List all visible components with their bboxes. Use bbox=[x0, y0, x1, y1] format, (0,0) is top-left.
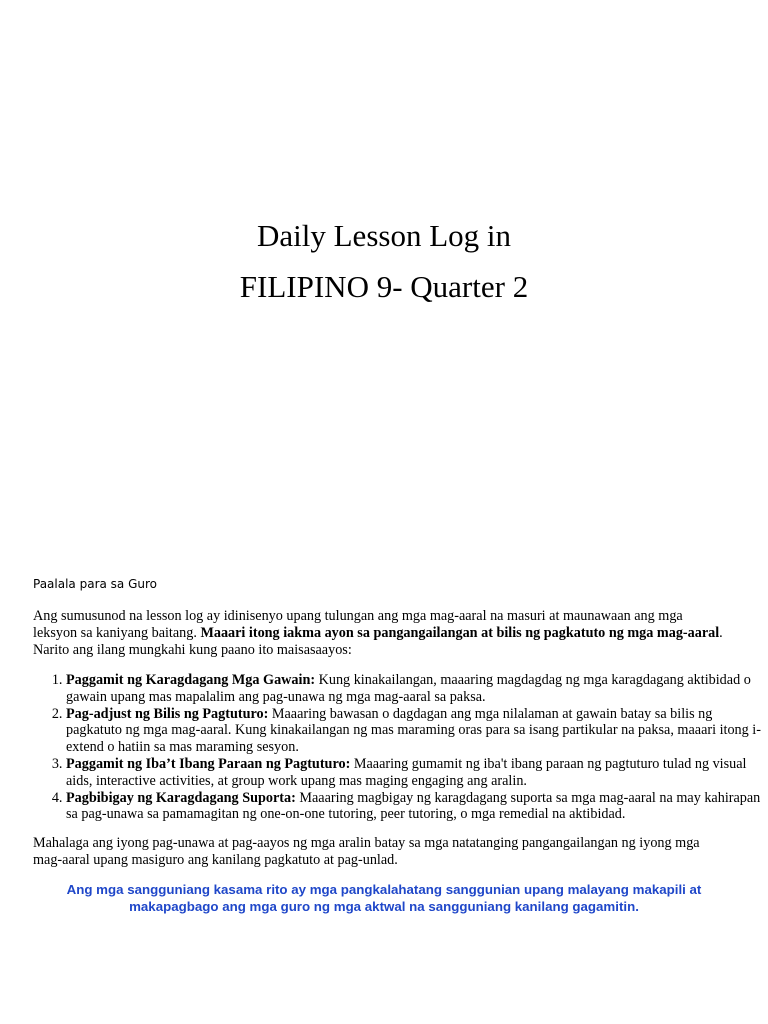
tip-title: Paggamit ng Iba’t Ibang Paraan ng Pagtuturo: bbox=[66, 755, 351, 772]
tips-list bbox=[33, 672, 766, 823]
tip-text: Maaaring bawasan o dagdagan ang mga nilalaman at gawain batay sa bilis ng pagkatuto ng mga mag-aaral. Kung kinakailangan ng mas maraming oras para sa isang partikular na paksa, maaari itong i-extend o hatiin sa mas maraming sesyon. bbox=[66, 705, 761, 756]
tip-text: Maaaring gumamit ng iba't ibang paraan ng pagtuturo tulad ng visual aids, interactive activities, at group work upang mas maging engaging ang aralin. bbox=[66, 755, 747, 789]
title-line-2: FILIPINO 9- Quarter 2 bbox=[239, 269, 529, 304]
tip-text: Maaaring magbigay ng karagdagang suporta sa mga mag-aaral na may kahirapan sa pag-unawa sa pamamagitan ng one-on-one tutoring, peer tutoring, o mga remedial na aktibidad. bbox=[66, 789, 761, 823]
tip-item bbox=[66, 706, 766, 756]
tip-item bbox=[66, 790, 766, 824]
intro-bold-text: Maaari itong iakma ayon sa pangangailangan at bilis ng pagkatuto ng mga mag-aaral bbox=[200, 624, 720, 641]
document-title bbox=[0, 210, 768, 312]
note-heading: Paalala para sa Guro bbox=[33, 577, 158, 591]
title-line-1: Daily Lesson Log in bbox=[257, 218, 511, 253]
intro-text-1: Ang sumusunod na lesson log ay idinisenyo upang tulungan ang mga mag-aaral na masuri at maunawaan ang mga leksyon sa kaniyang baitang. bbox=[33, 608, 683, 641]
intro-paragraph bbox=[33, 608, 723, 658]
tip-text: Kung kinakailangan, maaaring magdagdag ng mga karagdagang aktibidad o gawain upang mas mapalalim ang pag-unawa ng mga mag-aaral sa paksa. bbox=[66, 672, 751, 705]
tip-title: Paggamit ng Karagdagang Mga Gawain: bbox=[66, 672, 316, 688]
intro-text-2: . Narito ang ilang mungkahi kung paano ito maisasaayos: bbox=[33, 624, 723, 658]
tip-item bbox=[66, 756, 766, 790]
tip-item bbox=[66, 672, 766, 706]
closing-paragraph: Mahalaga ang iyong pag-unawa at pag-aayos ng mga aralin batay sa mga natatanging pangangailangan ng iyong mga mag-aaral upang masiguro ang kanilang pagkatuto at pag-unlad. bbox=[33, 835, 700, 868]
tip-title: Pagbibigay ng Karagdagang Suporta: bbox=[66, 789, 296, 806]
tip-title: Pag-adjust ng Bilis ng Pagtuturo: bbox=[66, 705, 269, 722]
references-reminder: Ang mga sangguniang kasama rito ay mga pangkalahatang sanggunian upang malayang makapili at makapagbago ang mga guro ng mga aktwal na sangguniang kanilang gagamitin. bbox=[66, 882, 702, 914]
